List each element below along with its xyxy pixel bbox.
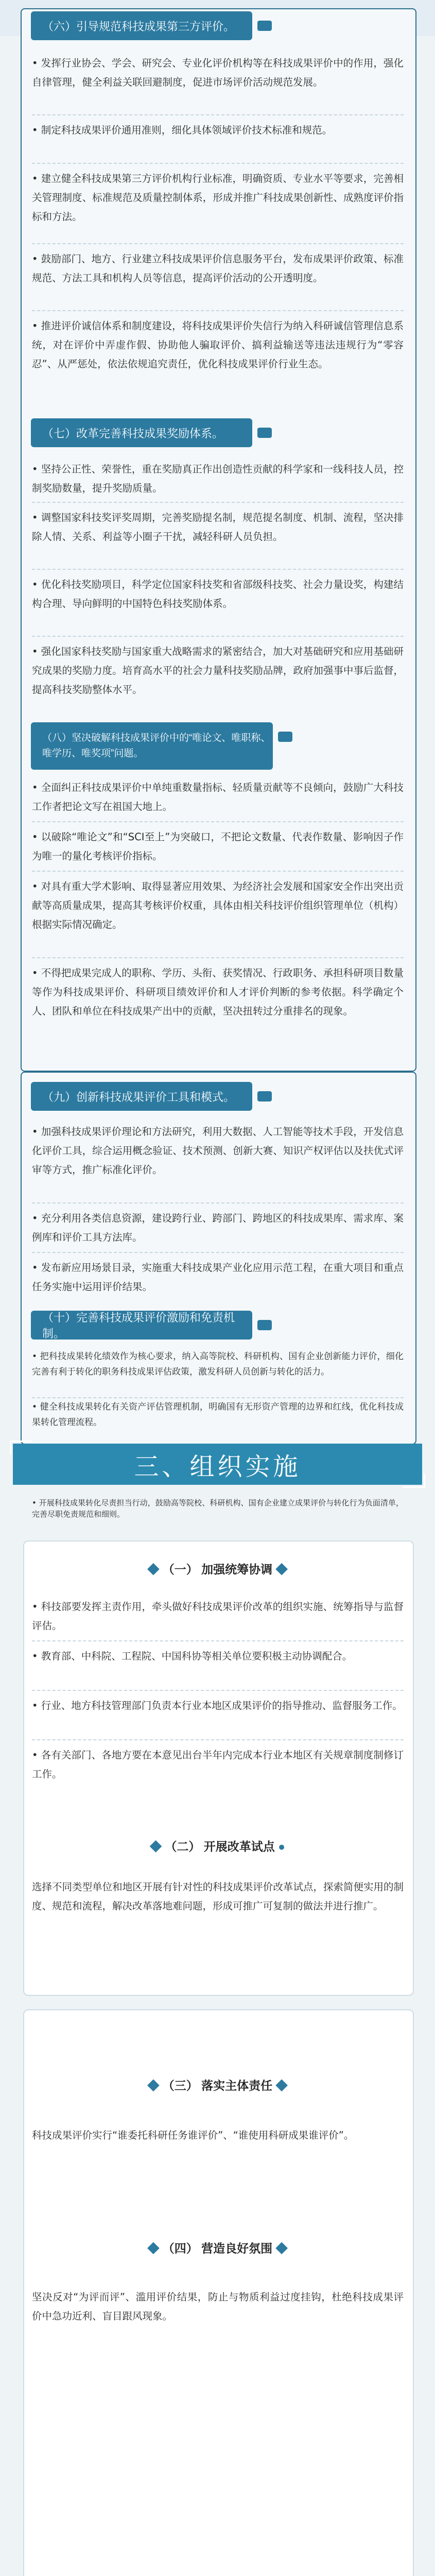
section-heading-text: （九）创新科技成果评价工具和模式。 <box>42 1090 235 1104</box>
paragraph: • 坚持公正性、荣誉性，重在奖励真正作出创造性贡献的科学家和一线科技人员，控制奖励数量，提升奖励质量。 <box>32 463 404 494</box>
divider <box>32 1202 404 1204</box>
paragraph: • 开展科技成果转化尽责担当行动，鼓励高等院校、科研机构、国有企业建立成果评价与转化行为负面清单，完善尽职免责规范和细则。 <box>32 1498 404 1519</box>
section-heading-8 <box>31 722 273 770</box>
paragraph: • 调整国家科技奖评奖周期，完善奖励提名制，规范提名制度、机制、流程，坚决排除人情、关系、利益等小圈子干扰，减轻科研人员负担。 <box>32 512 404 543</box>
paragraph: 选择不同类型单位和地区开展有针对性的科技成果评价改革试点，探索简便实用的制度、规范和流程，解决改革落地难问题，形成可推广可复制的做法并进行推广。 <box>32 1881 404 1912</box>
divider <box>32 821 404 822</box>
divider <box>32 636 404 637</box>
paragraph: • 教育部、中科院、工程院、中国科协等相关单位要积极主动协调配合。 <box>32 1650 353 1662</box>
section-heading-7 <box>31 418 252 447</box>
divider <box>32 1640 404 1641</box>
paragraph: • 行业、地方科技管理部门负责本行业本地区成果评价的指导推动、监督服务工作。 <box>32 1700 403 1711</box>
subsection-title-2: ◆ （二） 开展改革试点 ● <box>149 1840 286 1853</box>
decorative-tab <box>257 21 272 31</box>
section-heading-9 <box>31 1082 252 1111</box>
paragraph: • 优化科技奖励项目，科学定位国家科技奖和省部级科技奖、社会力量设奖，构建结构合理、导向鲜明的中国特色科技奖励体系。 <box>32 579 404 609</box>
paragraph: 坚决反对“为评而评”、滥用评价结果，防止与物质利益过度挂钩，杜绝科技成果评价中急功近利、盲目跟风现象。 <box>32 2291 404 2322</box>
subsection-title-4: ◆ （四） 营造良好氛围 ◆ <box>147 2242 288 2255</box>
divider <box>32 114 404 115</box>
divider <box>32 310 404 311</box>
section-heading-text: （六）引导规范科技成果第三方评价。 <box>42 20 235 33</box>
paragraph: • 科技部要发挥主责作用，牵头做好科技成果评价改革的组织实施、统筹指导与监督评估。 <box>32 1601 404 1632</box>
divider <box>32 569 404 570</box>
paragraph: • 不得把成果完成人的职称、学历、头衔、获奖情况、行政职务、承担科研项目数量等作为科技成果评价、科研项目绩效评价和人才评价判断的参考依据。科学确定个人、团队和单位在科技成果产出中的贡献，坚决扭转过分重排名的现象。 <box>32 967 404 1017</box>
subsection-title-3: ◆ （三） 落实主体责任 ◆ <box>147 2079 288 2092</box>
divider <box>32 163 404 164</box>
paragraph: • 健全科技成果转化有关资产评估管理机制，明确国有无形资产管理的边界和红线，优化科技成果转化管理流程。 <box>32 1402 404 1428</box>
section-heading-6 <box>31 11 252 40</box>
paragraph: • 推进评价诚信体系和制度建设，将科技成果评价失信行为纳入科研诚信管理信息系统，对在评价中弄虚作假、协助他人骗取评价、搞利益输送等违法违规行为“零容忍”、从严惩处，依法依规追究责任，优化科技成果评价行业生态。 <box>32 320 404 370</box>
paragraph: • 发布新应用场景目录，实施重大科技成果产业化应用示范工程，在重大项目和重点任务实施中运用评价结果。 <box>32 1262 404 1293</box>
divider <box>32 871 404 872</box>
paragraph: • 发挥行业协会、学会、研究会、专业化评价机构等在科技成果评价中的作用，强化自律管理，健全利益关联回避制度，促进市场评价活动规范发展。 <box>32 57 404 88</box>
divider <box>32 1739 404 1740</box>
section-banner <box>13 1444 422 1485</box>
divider <box>32 1397 404 1398</box>
section-heading-10 <box>31 1311 252 1340</box>
decorative-tab <box>257 1320 272 1330</box>
divider <box>32 1690 404 1691</box>
paragraph: • 全面纠正科技成果评价中单纯重数量指标、轻质量贡献等不良倾向，鼓励广大科技工作者把论文写在祖国大地上。 <box>32 782 404 812</box>
decorative-tab <box>257 1091 272 1101</box>
paragraph: 科技成果评价实行“谁委托科研任务谁评价”、“谁使用科研成果谁评价”。 <box>32 2129 354 2141</box>
section-heading-text: （八）坚决破解科技成果评价中的“唯论文、唯职称、唯学历、唯奖项”问题。 <box>42 733 271 759</box>
paragraph: • 制定科技成果评价通用准则，细化具体领域评价技术标准和规范。 <box>32 124 333 136</box>
divider <box>32 502 404 503</box>
paragraph: • 强化国家科技奖励与国家重大战略需求的紧密结合，加大对基础研究和应用基础研究成果的奖励力度。培育高水平的社会力量科技奖励品牌，政府加强事中事后监督，提高科技奖励整体水平。 <box>32 646 404 696</box>
paragraph: • 以破除“唯论文”和“SCI至上”为突破口，不把论文数量、代表作数量、影响因子作为唯一的量化考核评价指标。 <box>32 831 404 862</box>
divider <box>32 243 404 244</box>
decorative-tab <box>278 732 292 742</box>
section-10-continued <box>23 1497 412 1533</box>
paragraph: • 鼓励部门、地方、行业建立科技成果评价信息服务平台，发布成果评价政策、标准规范、方法工具和机构人员等信息，提高评价活动的公开透明度。 <box>32 253 404 284</box>
paragraph: • 各有关部门、各地方要在本意见出台半年内完成本行业本地区有关规章制度制修订工作。 <box>32 1749 404 1780</box>
divider <box>32 1252 404 1253</box>
subsection-title-1: ◆ （一） 加强统筹协调 ◆ <box>147 1563 288 1576</box>
paragraph: • 对具有重大学术影响、取得显著应用效果、为经济社会发展和国家安全作出突出贡献等高质量成果，提高其考核评价权重，具体由相关科技评价组织管理单位（机构）根据实际情况确定。 <box>32 880 404 930</box>
decorative-tab <box>257 428 272 438</box>
banner-title: 三、组织实施 <box>134 1453 301 1481</box>
banner-corner <box>10 1440 32 1454</box>
banner-corner <box>403 1474 425 1488</box>
divider <box>32 957 404 958</box>
paragraph: • 充分利用各类信息资源，建设跨行业、跨部门、跨地区的科技成果库、需求库、案例库和评价工具方法库。 <box>32 1212 404 1243</box>
paragraph: • 加强科技成果评价理论和方法研究，利用大数据、人工智能等技术手段，开发信息化评价工具，综合运用概念验证、技术预测、创新大赛、知识产权评估以及扶优式评审等方式，推广标准化评价。 <box>32 1126 404 1176</box>
section-heading-text: （七）改革完善科技成果奖励体系。 <box>42 427 224 440</box>
paragraph: • 建立健全科技成果第三方评价机构行业标准，明确资质、专业水平等要求，完善相关管理制度、标准规范及质量控制体系，形成并推广科技成果创新性、成熟度评价指标和方法。 <box>32 173 404 223</box>
section-heading-text: （十）完善科技成果评价激励和免责机制。 <box>42 1311 235 1340</box>
paragraph: • 把科技成果转化绩效作为核心要求，纳入高等院校、科研机构、国有企业创新能力评价，细化完善有利于转化的职务科技成果评估政策，激发科研人员创新与转化的活力。 <box>32 1351 404 1377</box>
